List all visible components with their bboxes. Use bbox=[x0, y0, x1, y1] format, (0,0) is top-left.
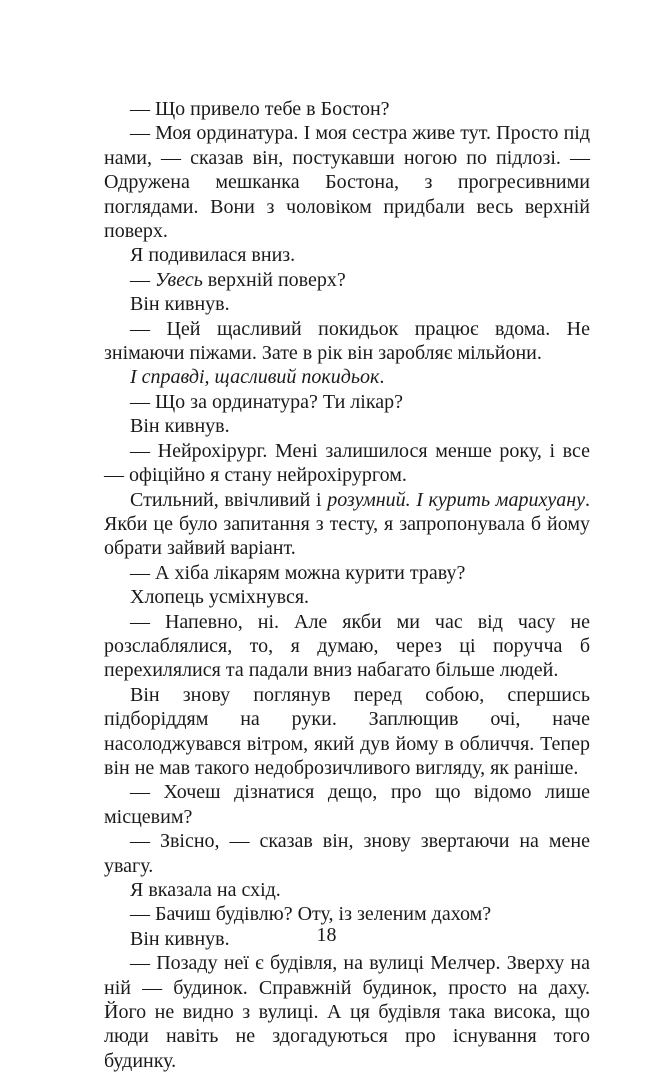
paragraph-2: — Моя ординатура. І моя сестра живе тут. Просто під нами, — сказав він, постукавши ногою по підлозі. — Одружена мешканка Бостона, з прогресивними поглядами. Вони з чоловіком придбали весь верхній поверх. bbox=[104, 122, 590, 243]
paragraph-1: — Що привело тебе в Бостон? bbox=[130, 98, 390, 120]
paragraph-21: — Позаду неї є будівля, на вулиці Мелчер. Зверху на ній — будинок. Справжній будинок, просто на даху. Його не видно з вулиці. А ця будівля така висока, що люди навіть не здогадуються про існування того будинку. bbox=[104, 952, 590, 1072]
paragraph-18: Я вказала на схід. bbox=[130, 879, 281, 901]
paragraph-6: — Цей щасливий покидьок працює вдома. Не знімаючи піжами. Зате в рік він заробляє мільйони. bbox=[104, 317, 590, 365]
paragraph-3: Я подивилася вниз. bbox=[130, 244, 296, 267]
paragraph-16: — Хочеш дізнатися дещо, про що відомо лише місцевим? bbox=[104, 781, 590, 828]
paragraph-15: Він знову поглянув перед собою, спершись підборіддям на руки. Заплющив очі, наче насолоджувався вітром, який дув йому в обличчя. Тепер він не мав такого недоброзичливого вигляду, як раніше. bbox=[104, 683, 590, 779]
page-number: 18 bbox=[316, 924, 337, 946]
paragraph-8: — Що за ординатура? Ти лікар? bbox=[130, 390, 403, 413]
paragraph-7: І справді, щасливий покидьок. bbox=[130, 366, 385, 389]
paragraph-12: — А хіба лікарям можна курити траву? bbox=[130, 561, 466, 584]
paragraph-9: Він кивнув. bbox=[130, 415, 230, 438]
paragraph-10: — Нейрохірург. Мені залишилося менше року, і все — офіційно я стану нейрохірургом. bbox=[104, 439, 590, 487]
paragraph-11: Стильний, ввічливий і розумний. І курить марихуану. Якби це було запитання з тесту, я запропонувала б йому обрати зайвий варіант. bbox=[104, 488, 590, 560]
paragraph-19: — Бачиш будівлю? Оту, із зеленим дахом? bbox=[130, 903, 492, 926]
paragraph-4: — Увесь верхній поверх? bbox=[130, 268, 346, 291]
italic-text: Увесь bbox=[155, 268, 203, 291]
paragraph-20: Він кивнув. bbox=[130, 927, 230, 950]
paragraph-14: — Напевно, ні. Але якби ми час від часу не розслаблялися, то, я думаю, через ці поручча б перехилялися та падали вниз набагато більше людей. bbox=[104, 610, 590, 682]
paragraph-5: Він кивнув. bbox=[130, 293, 230, 316]
paragraph-13: Хлопець усміхнувся. bbox=[130, 586, 310, 609]
italic-text: І справді, щасливий покидьок bbox=[130, 366, 380, 389]
italic-text: розумний. І курить марихуану bbox=[327, 488, 585, 511]
paragraph-17: — Звісно, — сказав він, знову звертаючи на мене увагу. bbox=[104, 830, 590, 877]
